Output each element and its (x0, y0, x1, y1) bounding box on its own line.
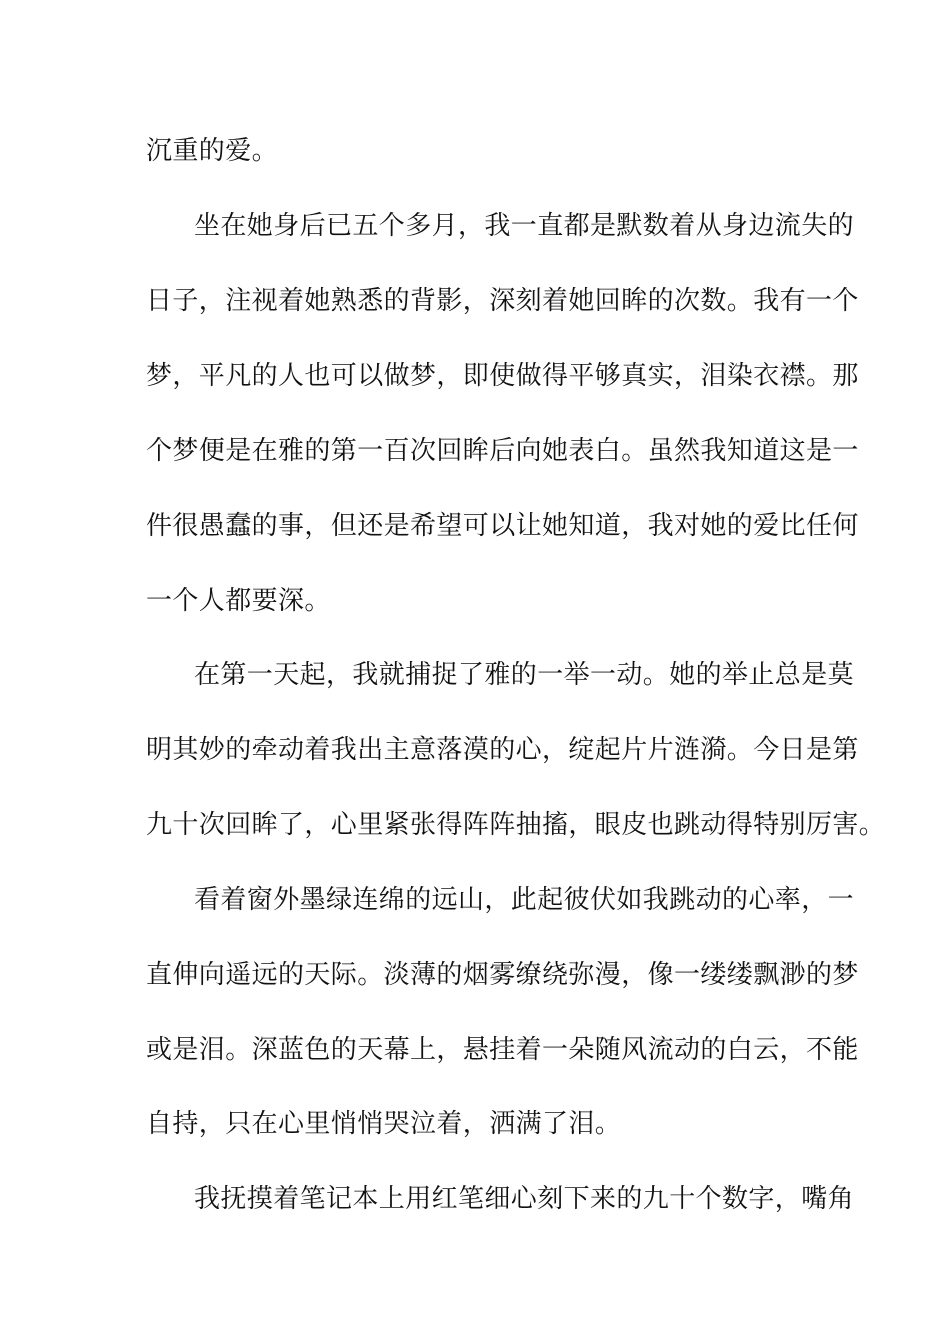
paragraph-first-line: 我抚摸着笔记本上用红笔细心刻下来的九十个数字，嘴角 (194, 1184, 855, 1214)
text-line: 日子，注视着她熟悉的背影，深刻着她回眸的次数。我有一个 (146, 286, 859, 316)
paragraph-first-line: 坐在她身后已五个多月，我一直都是默数着从身边流失的 (194, 211, 855, 241)
text-line: 个梦便是在雅的第一百次回眸后向她表白。虽然我知道这是一 (146, 436, 859, 466)
text-line: 自持，只在心里悄悄哭泣着，洒满了泪。 (146, 1109, 622, 1139)
paragraph-first-line: 在第一天起，我就捕捉了雅的一举一动。她的举止总是莫 (194, 660, 855, 690)
text-line: 件很愚蠢的事，但还是希望可以让她知道，我对她的爱比任何 (146, 511, 859, 541)
text-line: 明其妙的牵动着我出主意落漠的心，绽起片片涟漪。今日是第 (146, 735, 859, 765)
text-line: 梦，平凡的人也可以做梦，即使做得平够真实，泪染衣襟。那 (146, 361, 859, 391)
text-line: 或是泪。深蓝色的天幕上，悬挂着一朵随风流动的白云，不能 (146, 1035, 859, 1065)
text-line: 沉重的爱。 (146, 136, 279, 166)
text-line: 直伸向遥远的天际。淡薄的烟雾缭绕弥漫，像一缕缕飘渺的梦 (146, 960, 859, 990)
paragraph-first-line: 看着窗外墨绿连绵的远山，此起彼伏如我跳动的心率，一 (194, 885, 855, 915)
text-line: 一个人都要深。 (146, 586, 331, 616)
text-line: 九十次回眸了，心里紧张得阵阵抽搐，眼皮也跳动得特别厉害。 (146, 810, 886, 840)
